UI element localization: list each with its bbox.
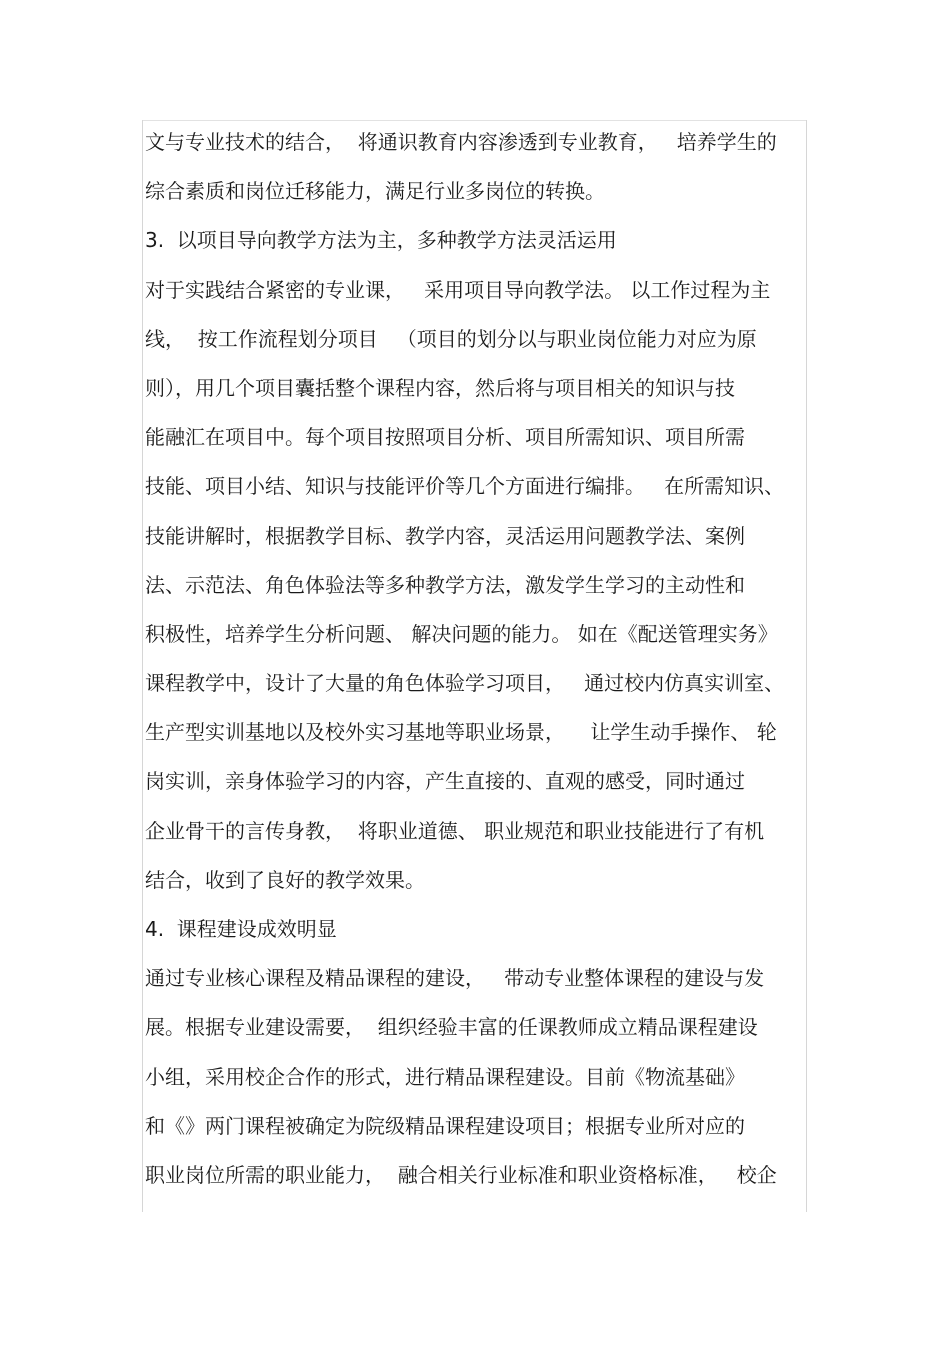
text-line: 小组，采用校企合作的形式，进行精品课程建设。目前《物流基础》 [145, 1064, 745, 1089]
text-line: 展。根据专业建设需要， 组织经验丰富的任课教师成立精品课程建设 [145, 1015, 758, 1040]
text-line: 文与专业技术的结合， 将通识教育内容渗透到专业教育， 培养学生的 [145, 130, 777, 154]
text-line: 技能讲解时，根据教学目标、教学内容，灵活运用问题教学法、案例 [145, 523, 745, 548]
text-line: 通过专业核心课程及精品课程的建设， 带动专业整体课程的建设与发 [145, 966, 765, 991]
text-line: 生产型实训基地以及校外实习基地等职业场景， 让学生动手操作、 轮 [145, 720, 777, 745]
text-line: 职业岗位所需的职业能力， 融合相关行业标准和职业资格标准， 校企 [145, 1162, 777, 1187]
page-frame-left [142, 120, 143, 1212]
text-line: 综合素质和岗位迁移能力，满足行业多岗位的转换。 [145, 179, 605, 204]
text-line: 法、示范法、角色体验法等多种教学方法，激发学生学习的主动性和 [145, 572, 745, 597]
section-heading-3: 3. 以项目导向教学方法为主，多种教学方法灵活运用 [145, 228, 617, 253]
text-line: 企业骨干的言传身教， 将职业道德、 职业规范和职业技能进行了有机 [145, 818, 765, 843]
text-line: 和《》两门课程被确定为院级精品课程建设项目；根据专业所对应的 [145, 1113, 745, 1138]
section-heading-4: 4. 课程建设成效明显 [145, 917, 337, 941]
text-line: 岗实训，亲身体验学习的内容，产生直接的、直观的感受，同时通过 [145, 769, 745, 794]
text-line: 结合，收到了良好的教学效果。 [145, 867, 425, 892]
text-line: 课程教学中，设计了大量的角色体验学习项目， 通过校内仿真实训室、 [145, 671, 785, 696]
body-text [145, 118, 805, 1200]
text-line: 能融汇在项目中。每个项目按照项目分析、项目所需知识、项目所需 [145, 425, 745, 450]
text-line: 对于实践结合紧密的专业课， 采用项目导向教学法。 以工作过程为主 [145, 277, 771, 302]
text-line: 积极性，培养学生分析问题、 解决问题的能力。 如在《配送管理实务》 [145, 621, 778, 646]
text-line: 则），用几个项目囊括整个课程内容，然后将与项目相关的知识与技 [145, 375, 735, 400]
page-frame-right [806, 120, 807, 1212]
text-line: 技能、项目小结、知识与技能评价等几个方面进行编排。 在所需知识、 [145, 474, 785, 499]
text-line: 线， 按工作流程划分项目 （项目的划分以与职业岗位能力对应为原 [145, 326, 757, 351]
